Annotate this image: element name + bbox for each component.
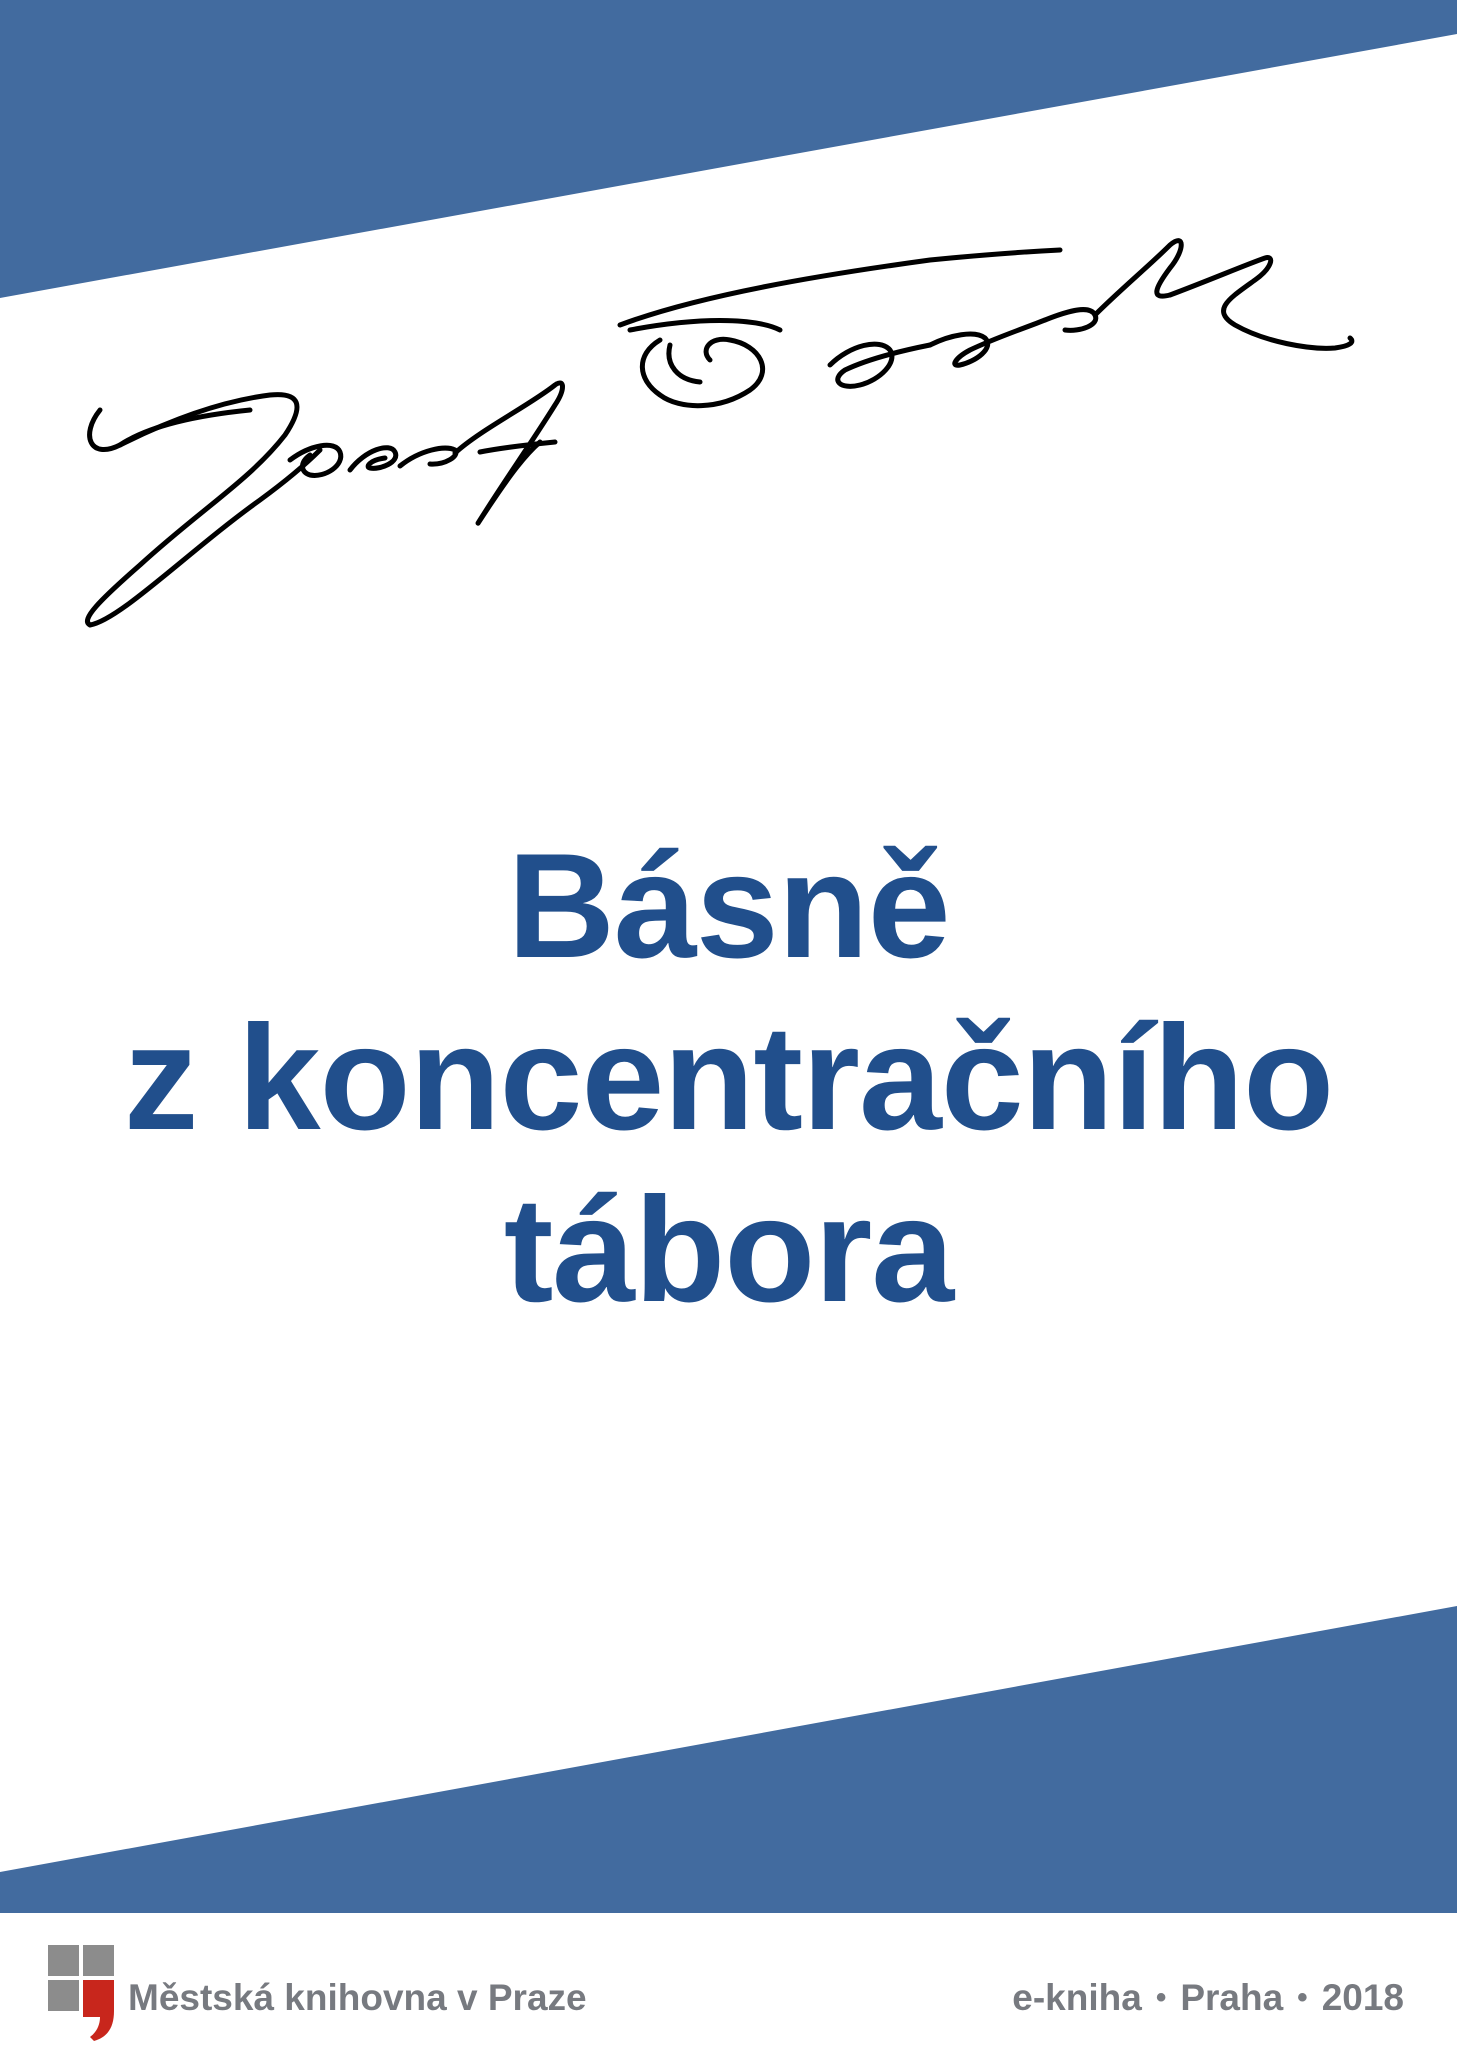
title-line-3: tábora	[503, 1166, 954, 1333]
imprint	[1012, 1977, 1404, 2019]
imprint-year: 2018	[1321, 1977, 1404, 2018]
title-line-2: z koncentračního	[123, 994, 1334, 1161]
library-logo-icon	[48, 1945, 120, 2041]
title-line-1: Básně	[507, 822, 950, 989]
publisher-name: Městská knihovna v Praze	[128, 1977, 587, 2018]
author-signature	[60, 220, 1390, 650]
footer	[0, 1915, 1457, 2067]
imprint-separator: •	[1155, 1981, 1167, 2014]
imprint-separator: •	[1297, 1981, 1308, 2014]
imprint-format: e-kniha	[1012, 1977, 1142, 2018]
imprint-city: Praha	[1180, 1977, 1284, 2018]
book-title	[0, 820, 1457, 1336]
